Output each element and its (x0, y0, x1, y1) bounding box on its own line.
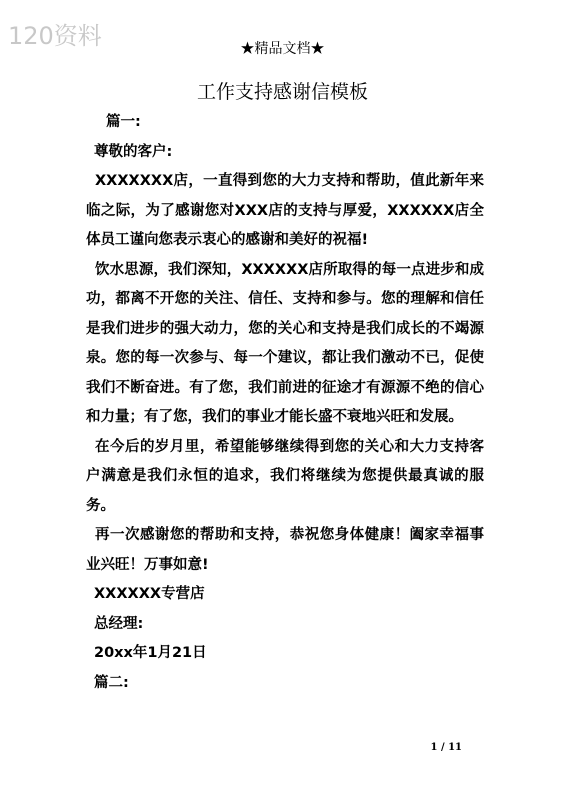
store-signature: XXXXXX专营店 (94, 586, 205, 602)
page-header: ★精品文档★ (240, 41, 325, 57)
paragraph: XXXXXXX店，一直得到您的大力支持和帮助，值此新年来临之际，为了感谢您对XXX店的支持与厚爱，XXXXXX店全体员工谨向您表示衷心的感谢和美好的祝福! (86, 173, 484, 248)
paragraph: 再一次感谢您的帮助和支持，恭祝您身体健康！阖家幸福事业兴旺！万事如意! (86, 527, 484, 573)
part1-label: 篇一: (106, 114, 141, 130)
paragraph: 在今后的岁月里，希望能够继续得到您的关心和大力支持客户满意是我们永恒的追求，我们将继续为您提供最真诚的服务。 (86, 438, 484, 514)
letter-date: 20xx年1月21日 (94, 645, 207, 661)
paragraph: 饮水思源，我们深知，XXXXXX店所取得的每一点进步和成功，都离不开您的关注、信任、支持和参与。您的理解和信任是我们进步的强大动力，您的关心和支持是我们成长的不竭源泉。您的每一次参与、每一个建议，都让我们激动不已，促使我们不断奋进。有了您，我们前进的征途才有源源不绝的信心和力量；有了您，我们的事业才能长盛不衰地兴旺和发展。 (86, 261, 484, 425)
watermark: 120资料 (8, 22, 102, 50)
page-number: 1 / 11 (430, 742, 462, 753)
document-title: 工作支持感谢信模板 (196, 81, 368, 103)
part2-label: 篇二: (94, 674, 129, 691)
salutation: 尊敬的客户: (94, 143, 173, 160)
letter-body (86, 108, 484, 698)
manager-line: 总经理: (94, 615, 144, 632)
